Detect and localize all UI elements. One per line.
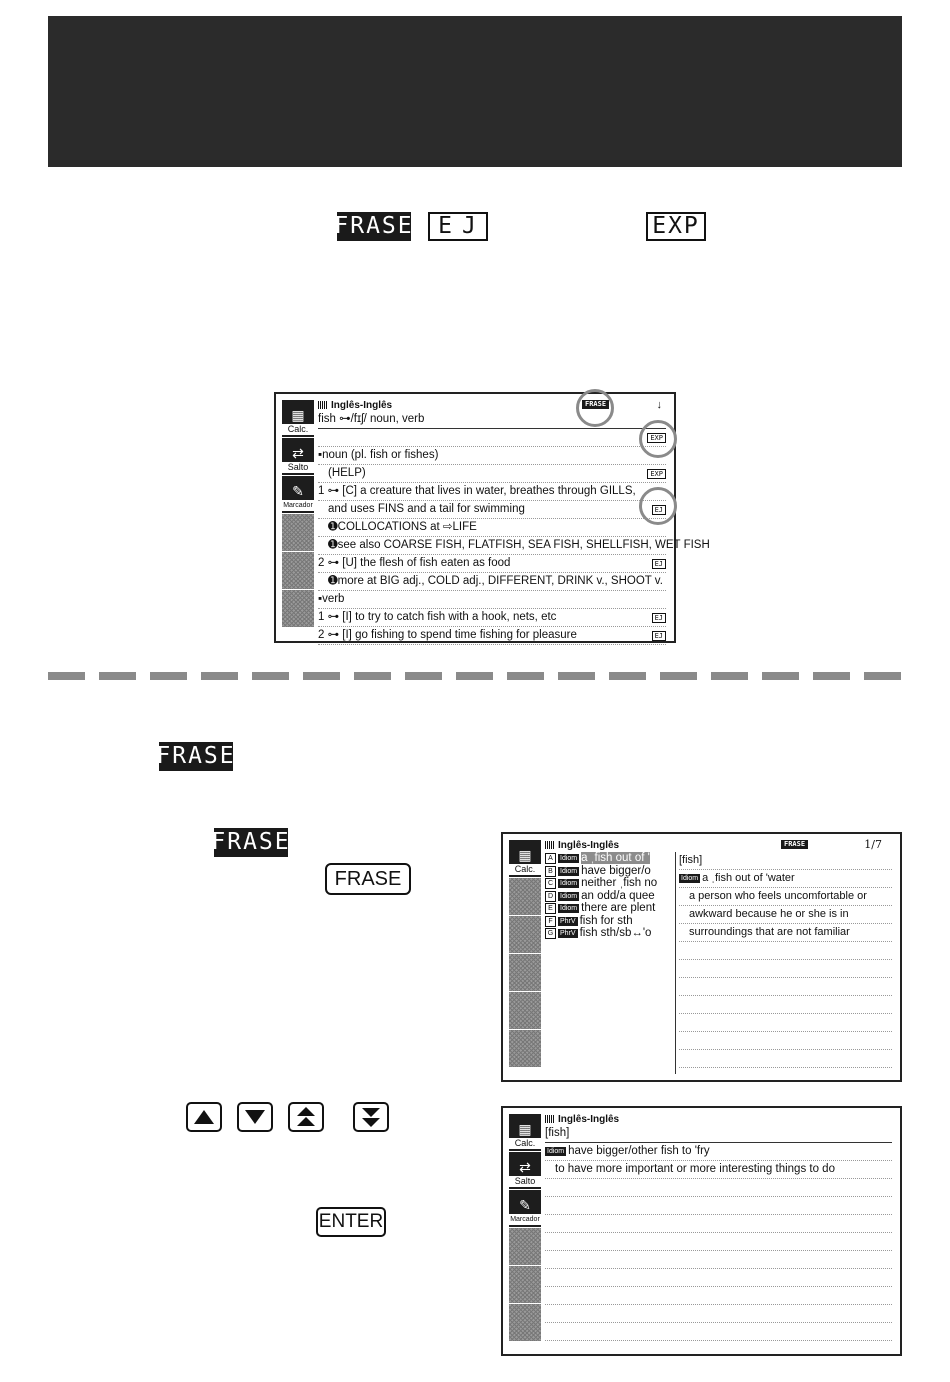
empty-line: [545, 1179, 892, 1197]
detail-line: [679, 852, 892, 870]
dictionary-title-row: [545, 1113, 892, 1125]
list-item[interactable]: [545, 927, 675, 940]
list-item-text: fish for sth: [579, 914, 633, 927]
marker-icon: ✎: [292, 483, 304, 499]
entry-line: [318, 573, 666, 591]
frase-key-badge: FRASE: [334, 213, 414, 239]
detail-line-text: awkward because he or she is in: [689, 908, 849, 920]
ej-highlight-circle: [639, 487, 677, 525]
list-item-text: neither ˌfish no: [581, 877, 658, 889]
entry-line: [318, 465, 666, 483]
detail-tag: Idiom: [547, 1148, 565, 1155]
frase-key-badge: FRASE: [156, 743, 236, 769]
dictionary-icon: [545, 841, 555, 849]
empty-line: [545, 1287, 892, 1305]
list-item-tag: Idiom: [560, 880, 578, 887]
entry-line-text: (HELP): [328, 467, 366, 479]
entry-line: [318, 591, 666, 609]
detail-tag: Idiom: [681, 875, 699, 882]
empty-line: [545, 1269, 892, 1287]
entry-line: [318, 501, 666, 519]
entry-line-text: 1 ⊶ [I] to try to catch fish with a hook, nets, etc: [318, 611, 557, 623]
list-item-text: an odd/a quee: [581, 889, 655, 902]
empty-line: [545, 1215, 892, 1233]
jump-button[interactable]: ⇄ Salto: [282, 438, 314, 476]
entry-line: [318, 447, 666, 465]
entry-line-text: ➊COLLOCATIONS at ⇨LIFE: [328, 521, 477, 533]
sidebar-blank: [509, 916, 541, 954]
entry-content: [318, 399, 710, 641]
entry-line-text: 2 ⊶ [I] go fishing to spend time fishing for pleasure: [318, 629, 577, 641]
entry-line-text: 2 ⊶ [U] the flesh of fish eaten as food: [318, 557, 511, 569]
frase-indicator: FRASE: [781, 840, 808, 849]
list-item-tag: PhrV: [560, 930, 576, 937]
empty-line: [679, 942, 892, 960]
page-down-key: [353, 1102, 389, 1132]
list-item-letter: E: [545, 903, 556, 914]
detail-line: [679, 906, 892, 924]
ej-tag[interactable]: EJ: [652, 631, 666, 641]
detail-line-text: a person who feels uncomfortable or: [689, 890, 867, 902]
list-item-text: a ˌfish out of ': [581, 852, 650, 864]
entry-line: [318, 483, 666, 501]
entry-line-text: ▪noun (pl. fish or fishes): [318, 449, 439, 461]
calculator-icon: ▦: [518, 1121, 532, 1137]
list-item-letter: B: [545, 866, 556, 877]
jump-icon: ⇄: [292, 445, 304, 461]
up-arrow-key: [186, 1102, 222, 1132]
calc-button[interactable]: ▦ Calc.: [282, 400, 314, 438]
dictionary-screen-phrase-list: [501, 832, 902, 1082]
sidebar-blank: [509, 1030, 541, 1068]
marker-icon: ✎: [519, 1197, 531, 1213]
list-item-tag: Idiom: [560, 892, 578, 900]
detail-line: [545, 1161, 892, 1179]
calculator-icon: ▦: [291, 407, 305, 423]
list-item-text: have bigger/o: [581, 864, 651, 877]
enter-key: ENTER: [316, 1207, 386, 1237]
frase-highlight-circle: [576, 389, 614, 427]
sidebar-blank: [509, 1266, 541, 1304]
list-item-tag: Idiom: [560, 905, 578, 912]
detail-line-text: surroundings that are not familiar: [689, 926, 850, 938]
up-arrow-icon: [193, 1109, 215, 1125]
exp-highlight-circle: [639, 420, 677, 458]
list-item-letter: F: [545, 916, 556, 927]
ej-tag[interactable]: EJ: [652, 559, 666, 569]
list-item-letter: D: [545, 891, 556, 902]
dictionary-title: Inglês-Inglês: [331, 399, 393, 411]
entry-line-text: fish ⊶/fɪʃ/ noun, verb: [318, 413, 425, 425]
entry-lines: [318, 411, 710, 645]
empty-line: [545, 1323, 892, 1341]
entry-line: [318, 609, 666, 627]
page-down-icon: [360, 1106, 382, 1128]
sidebar: [509, 1114, 541, 1348]
ej-tag[interactable]: EJ: [652, 505, 666, 515]
empty-line: [679, 960, 892, 978]
entry-line-text: ➊more at BIG adj., COLD adj., DIFFERENT, DRINK v., SHOOT v.: [328, 575, 663, 587]
sidebar-blank: [282, 552, 314, 590]
dictionary-title: Inglês-Inglês: [558, 1113, 620, 1125]
down-arrow-key: [237, 1102, 273, 1132]
dictionary-icon: [318, 401, 328, 409]
empty-line: [545, 1197, 892, 1215]
sidebar-blank: [282, 590, 314, 628]
section-divider: [48, 672, 904, 680]
list-item[interactable]: [545, 865, 675, 878]
empty-line: [679, 1032, 892, 1050]
sidebar: [509, 840, 541, 1074]
calc-button[interactable]: ▦ Calc.: [509, 840, 541, 878]
list-item[interactable]: [545, 915, 675, 928]
page-indicator: 1/7: [864, 838, 882, 851]
ej-tag[interactable]: EJ: [652, 613, 666, 623]
dictionary-title: Inglês-Inglês: [558, 839, 620, 851]
list-item[interactable]: [545, 890, 675, 903]
jump-icon: ⇄: [519, 1159, 531, 1175]
detail-line-text: [fish]: [679, 854, 703, 866]
list-item-text: there are plent: [581, 902, 656, 914]
detail-lines: [545, 1125, 892, 1341]
detail-line-text: [fish]: [545, 1127, 570, 1139]
sidebar-blank: [509, 992, 541, 1030]
empty-line: [679, 1050, 892, 1068]
down-arrow-icon: ↓: [656, 399, 662, 411]
list-item-text: fish sth/sb↔'o: [579, 927, 652, 939]
entry-line-text: ➊see also COARSE FISH, FLATFISH, SEA FISH, SHELLFISH, WET FISH: [328, 539, 710, 551]
entry-line: [318, 537, 710, 555]
frase-key: FRASE: [325, 863, 411, 895]
detail-line: [679, 870, 892, 888]
entry-line: [318, 627, 666, 645]
list-item[interactable]: [545, 852, 675, 865]
exp-key-badge: EXP: [646, 212, 706, 241]
exp-tag[interactable]: EXP: [647, 433, 666, 443]
list-item-letter: C: [545, 878, 556, 889]
phrase-content: [545, 839, 892, 1074]
calc-button[interactable]: ▦ Calc.: [509, 1114, 541, 1152]
detail-line-text: a ˌfish out of 'water: [702, 872, 795, 884]
sidebar: [282, 400, 314, 635]
calculator-icon: ▦: [518, 847, 532, 863]
list-item-tag: PhrV: [560, 917, 576, 925]
empty-line: [679, 996, 892, 1014]
phrase-detail: [679, 852, 892, 1074]
detail-content: [545, 1113, 892, 1348]
entry-line-text: ▪verb: [318, 593, 345, 605]
detail-line-text: have bigger/other fish to 'fry: [568, 1145, 710, 1157]
empty-line: [679, 1014, 892, 1032]
detail-line: [545, 1143, 892, 1161]
empty-line: [679, 978, 892, 996]
page-up-icon: [295, 1106, 317, 1128]
list-item[interactable]: [545, 877, 675, 890]
marker-button[interactable]: ✎ Marcador: [509, 1190, 541, 1228]
page-up-key: [288, 1102, 324, 1132]
entry-line: [318, 555, 666, 573]
list-item[interactable]: [545, 902, 675, 915]
entry-line: [318, 429, 666, 447]
sidebar-blank: [509, 878, 541, 916]
frase-key-badge: FRASE: [211, 829, 291, 855]
list-item-letter: A: [545, 853, 556, 864]
dictionary-title-row: [545, 839, 892, 851]
sidebar-blank: [509, 1228, 541, 1266]
detail-line: [679, 888, 892, 906]
detail-line-text: to have more important or more interesting things to do: [555, 1163, 835, 1175]
sidebar-blank: [282, 514, 314, 552]
sidebar-blank: [509, 954, 541, 992]
sidebar-blank: [509, 1304, 541, 1342]
down-arrow-icon: [244, 1109, 266, 1125]
ej-key-badge: EJ: [428, 212, 488, 241]
frase-indicator: FRASE: [582, 400, 609, 409]
dictionary-screen-phrase-detail: [501, 1106, 902, 1356]
empty-line: [545, 1305, 892, 1323]
detail-line: [545, 1125, 892, 1143]
dictionary-screen-entry: [274, 392, 710, 643]
entry-line: [318, 519, 666, 537]
detail-line: [679, 924, 892, 942]
list-item-tag: Idiom: [560, 855, 578, 862]
marker-button[interactable]: ✎ Marcador: [282, 476, 314, 514]
jump-button[interactable]: ⇄ Salto: [509, 1152, 541, 1190]
empty-line: [545, 1251, 892, 1269]
entry-line-text: and uses FINS and a tail for swimming: [328, 503, 525, 515]
entry-line: [318, 411, 666, 429]
entry-line-text: 1 ⊶ [C] a creature that lives in water, breathes through GILLS,: [318, 485, 636, 497]
list-item-tag: Idiom: [560, 867, 578, 875]
list-item-letter: G: [545, 928, 556, 939]
phrase-list: [545, 852, 676, 1074]
header-band: [48, 16, 902, 167]
empty-line: [545, 1233, 892, 1251]
exp-tag[interactable]: EXP: [647, 469, 666, 479]
dictionary-icon: [545, 1115, 555, 1123]
